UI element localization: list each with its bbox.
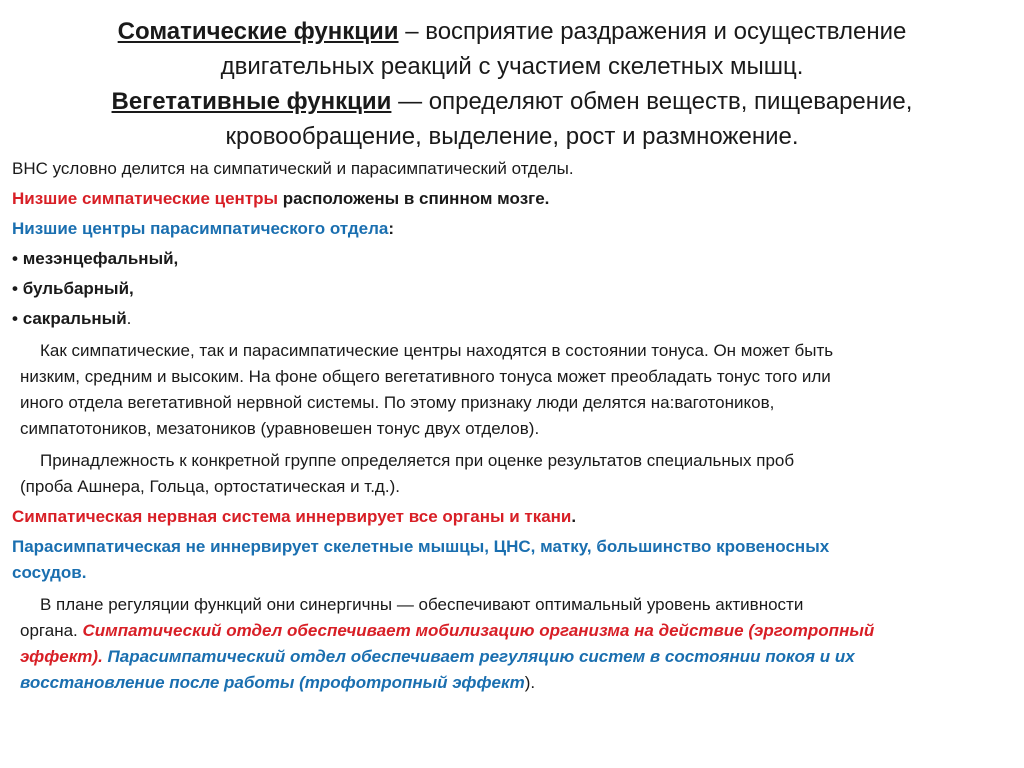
group-line: (проба Ашнера, Гольца, ортостатическая и т.д.). [20, 477, 400, 496]
bullet-marker: • [12, 279, 18, 298]
header-line-1 [20, 14, 1004, 49]
tone-paragraph [12, 338, 1012, 442]
regulation-line: В плане регуляции функций они синергичны — обеспечивают оптимальный уровень активности [40, 595, 804, 614]
parasympathetic-innervation-line: сосудов. [12, 563, 87, 582]
regulation-line [20, 618, 1012, 644]
header-line-3 [20, 84, 1004, 119]
bullet-text: мезэнцефальный, [22, 249, 179, 268]
sympathetic-centers-location: расположены в спинном мозге. [278, 189, 550, 208]
trophotropic-effect-text: Парасимпатический отдел обеспечивает регуляцию систем в состоянии покоя и их [102, 647, 855, 666]
bullet-item [12, 276, 1012, 302]
regulation-line [20, 644, 1012, 670]
trophotropic-effect-tail: восстановление после работы (трофотропный эффект [20, 673, 525, 692]
parasympathetic-centers-term: Низшие центры парасимпатического отдела [12, 219, 389, 238]
tone-line: Как симпатические, так и парасимпатические центры находятся в состоянии тонуса. Он может быть [40, 341, 834, 360]
ergotropic-effect-tail: эффект). [20, 647, 103, 666]
bullet-text: сакральный [22, 309, 127, 328]
bullet-tail: . [126, 309, 132, 328]
parasympathetic-innervation-line: Парасимпатическая не иннервирует скелетные мышцы, ЦНС, матку, большинство кровеносных [12, 537, 830, 556]
bullet-marker: • [12, 309, 18, 328]
somatic-dash: – [398, 18, 426, 45]
regulation-line [20, 670, 1012, 696]
header-line-2: двигательных реакций с участием скелетных мышц. [220, 53, 804, 80]
tone-line: иного отдела вегетативной нервной системы. По этому признаку люди делятся на:ваготоников, [20, 393, 775, 412]
header-line-4: кровообращение, выделение, рост и размножение. [225, 123, 799, 150]
tone-line: низким, средним и высоким. На фоне общего вегетативного тонуса может преобладать тонус того или [20, 367, 831, 386]
parasympathetic-centers-colon: : [388, 219, 395, 238]
somatic-functions-term: Соматические функции [117, 18, 399, 45]
vegetative-functions-term: Вегетативные функции [111, 88, 392, 115]
group-line: Принадлежность к конкретной группе определяется при оценке результатов специальных проб [40, 451, 795, 470]
parasympathetic-centers-line [12, 216, 1012, 242]
parasympathetic-innervation-block [12, 534, 1012, 586]
sympathetic-centers-line [12, 186, 1012, 212]
somatic-definition-part1: восприятие раздражения и осуществление [425, 18, 907, 45]
sympathetic-innervation-text: Симпатическая нервная система иннервирует все органы и ткани [12, 507, 572, 526]
vns-division-line: ВНС условно делится на симпатический и парасимпатический отделы. [12, 159, 574, 178]
regulation-closing: ). [524, 673, 536, 692]
slide-body [12, 156, 1012, 696]
vegetative-definition-part1: — определяют обмен веществ, пищеварение, [391, 88, 913, 115]
bullet-marker: • [12, 249, 18, 268]
bullet-item [12, 246, 1012, 272]
regulation-paragraph [12, 592, 1012, 696]
sympathetic-innervation-line [12, 504, 1012, 530]
bullet-text: бульбарный, [22, 279, 134, 298]
sympathetic-centers-term: Низшие симпатические центры [12, 189, 279, 208]
slide-header [20, 14, 1004, 154]
tone-line: симпатотоников, мезатоников (уравновешен тонус двух отделов). [20, 419, 540, 438]
group-paragraph [12, 448, 1012, 500]
ergotropic-effect-text: Симпатический отдел обеспечивает мобилизацию организма на действие (эрготропный [82, 621, 875, 640]
sympathetic-innervation-tail: . [571, 507, 577, 526]
regulation-organ-text: органа. [20, 621, 83, 640]
bullet-item [12, 306, 1012, 332]
